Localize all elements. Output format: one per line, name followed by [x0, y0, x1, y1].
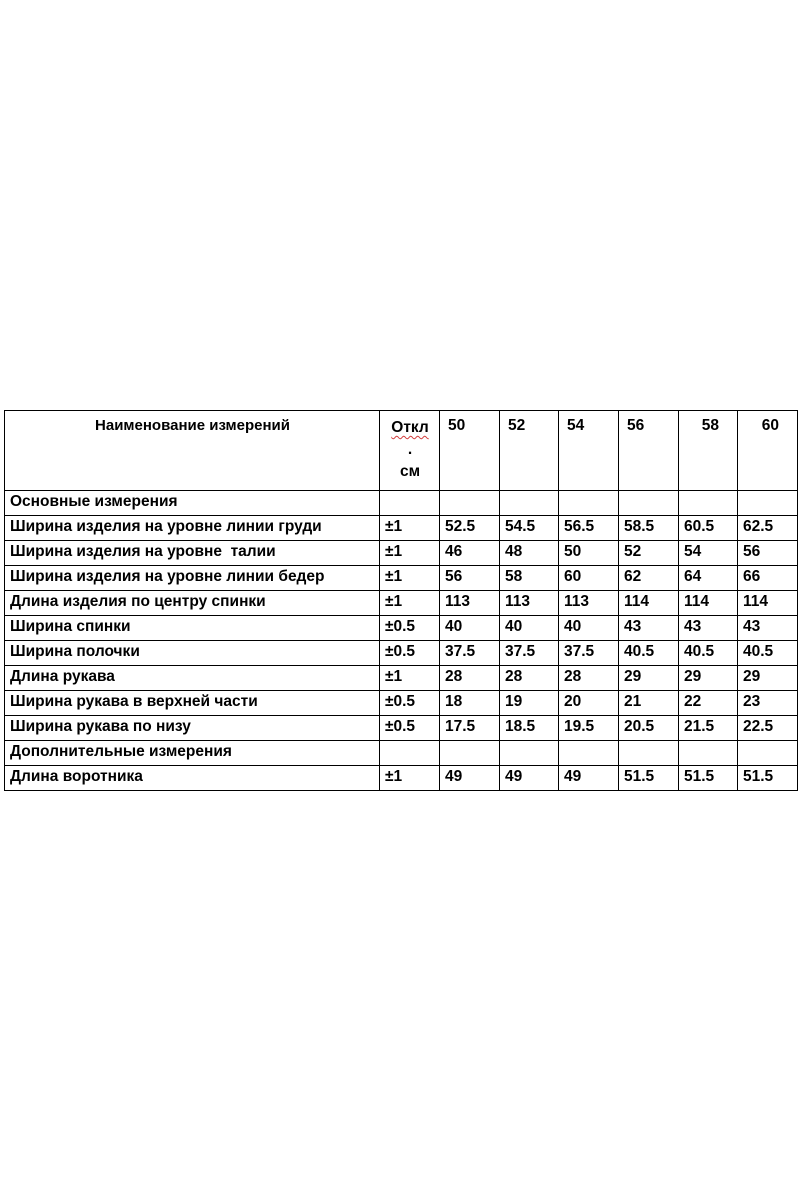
- size-value: 40: [440, 616, 500, 641]
- header-size-58: 58: [679, 411, 738, 491]
- tolerance-value: ±1: [380, 541, 440, 566]
- header-size-50: 50: [440, 411, 500, 491]
- measurement-name: Ширина изделия на уровне линии груди: [5, 516, 380, 541]
- table-row: [5, 591, 798, 616]
- size-value: 49: [500, 766, 559, 791]
- tolerance-value: ±1: [380, 666, 440, 691]
- table-row: [5, 766, 798, 791]
- size-value: 46: [440, 541, 500, 566]
- measurement-name: Длина воротника: [5, 766, 380, 791]
- size-value: 22.5: [738, 716, 798, 741]
- size-value: 48: [500, 541, 559, 566]
- size-value: 51.5: [738, 766, 798, 791]
- measurement-name: Ширина изделия на уровне талии: [5, 541, 380, 566]
- section-row-extra: [5, 741, 798, 766]
- tolerance-value: ±1: [380, 516, 440, 541]
- size-value: 37.5: [500, 641, 559, 666]
- size-value: 49: [559, 766, 619, 791]
- size-value: 113: [440, 591, 500, 616]
- size-value: 28: [500, 666, 559, 691]
- tolerance-value: ±1: [380, 766, 440, 791]
- tolerance-value: ±0.5: [380, 716, 440, 741]
- section-row-main: [5, 491, 798, 516]
- size-value: 40.5: [738, 641, 798, 666]
- size-value: 19.5: [559, 716, 619, 741]
- tolerance-label: Откл: [391, 419, 429, 436]
- header-size-54: 54: [559, 411, 619, 491]
- size-chart-table: [4, 410, 798, 791]
- size-value: 50: [559, 541, 619, 566]
- size-value: 40.5: [619, 641, 679, 666]
- table-cell: [679, 741, 738, 766]
- tolerance-unit: см: [399, 463, 421, 480]
- size-value: 113: [500, 591, 559, 616]
- table-cell: [559, 491, 619, 516]
- size-value: 29: [619, 666, 679, 691]
- header-size-52: 52: [500, 411, 559, 491]
- tolerance-value: ±1: [380, 566, 440, 591]
- size-value: 54.5: [500, 516, 559, 541]
- header-measurement-name: Наименование измерений: [5, 411, 380, 491]
- tolerance-value: ±0.5: [380, 641, 440, 666]
- table-cell: [440, 741, 500, 766]
- size-value: 51.5: [679, 766, 738, 791]
- size-value: 43: [619, 616, 679, 641]
- tolerance-dot: .: [407, 441, 413, 458]
- header-tolerance: [380, 411, 440, 491]
- header-size-56: 56: [619, 411, 679, 491]
- size-value: 113: [559, 591, 619, 616]
- size-value: 28: [440, 666, 500, 691]
- table-row: [5, 716, 798, 741]
- table-row: [5, 566, 798, 591]
- measurement-name: Длина изделия по центру спинки: [5, 591, 380, 616]
- size-value: 23: [738, 691, 798, 716]
- section-title-extra: Дополнительные измерения: [5, 741, 380, 766]
- table-cell: [380, 741, 440, 766]
- table-row: [5, 666, 798, 691]
- measurement-name: Ширина полочки: [5, 641, 380, 666]
- size-value: 114: [619, 591, 679, 616]
- size-value: 58.5: [619, 516, 679, 541]
- size-value: 114: [738, 591, 798, 616]
- size-value: 43: [738, 616, 798, 641]
- table-row: [5, 616, 798, 641]
- size-value: 49: [440, 766, 500, 791]
- size-value: 56: [738, 541, 798, 566]
- size-value: 56: [440, 566, 500, 591]
- table-cell: [380, 491, 440, 516]
- size-value: 21: [619, 691, 679, 716]
- size-value: 52.5: [440, 516, 500, 541]
- size-value: 40: [559, 616, 619, 641]
- size-value: 29: [679, 666, 738, 691]
- size-value: 22: [679, 691, 738, 716]
- measurement-name: Ширина рукава в верхней части: [5, 691, 380, 716]
- table-cell: [619, 741, 679, 766]
- size-value: 58: [500, 566, 559, 591]
- table-cell: [679, 491, 738, 516]
- size-value: 43: [679, 616, 738, 641]
- measurement-name: Ширина рукава по низу: [5, 716, 380, 741]
- tolerance-value: ±1: [380, 591, 440, 616]
- size-value: 20: [559, 691, 619, 716]
- tolerance-value: ±0.5: [380, 691, 440, 716]
- size-value: 40.5: [679, 641, 738, 666]
- size-value: 60: [559, 566, 619, 591]
- size-value: 18.5: [500, 716, 559, 741]
- size-value: 60.5: [679, 516, 738, 541]
- table-cell: [440, 491, 500, 516]
- size-value: 20.5: [619, 716, 679, 741]
- size-value: 56.5: [559, 516, 619, 541]
- table-cell: [619, 491, 679, 516]
- measurement-name: Длина рукава: [5, 666, 380, 691]
- section-title-main: Основные измерения: [5, 491, 380, 516]
- size-value: 17.5: [440, 716, 500, 741]
- table-cell: [559, 741, 619, 766]
- size-value: 66: [738, 566, 798, 591]
- table-row: [5, 641, 798, 666]
- table-row: [5, 516, 798, 541]
- size-value: 114: [679, 591, 738, 616]
- size-value: 40: [500, 616, 559, 641]
- table-row: [5, 541, 798, 566]
- table-cell: [738, 491, 798, 516]
- measurement-name: Ширина изделия на уровне линии бедер: [5, 566, 380, 591]
- size-value: 62.5: [738, 516, 798, 541]
- header-size-60: 60: [738, 411, 798, 491]
- table-cell: [738, 741, 798, 766]
- table-cell: [500, 491, 559, 516]
- tolerance-value: ±0.5: [380, 616, 440, 641]
- size-value: 19: [500, 691, 559, 716]
- size-value: 62: [619, 566, 679, 591]
- table-row: [5, 691, 798, 716]
- size-value: 21.5: [679, 716, 738, 741]
- table-cell: [500, 741, 559, 766]
- header-row: [5, 411, 798, 491]
- size-value: 64: [679, 566, 738, 591]
- size-value: 29: [738, 666, 798, 691]
- measurement-name: Ширина спинки: [5, 616, 380, 641]
- size-value: 52: [619, 541, 679, 566]
- size-value: 28: [559, 666, 619, 691]
- size-value: 37.5: [559, 641, 619, 666]
- size-value: 18: [440, 691, 500, 716]
- size-value: 37.5: [440, 641, 500, 666]
- size-value: 51.5: [619, 766, 679, 791]
- size-value: 54: [679, 541, 738, 566]
